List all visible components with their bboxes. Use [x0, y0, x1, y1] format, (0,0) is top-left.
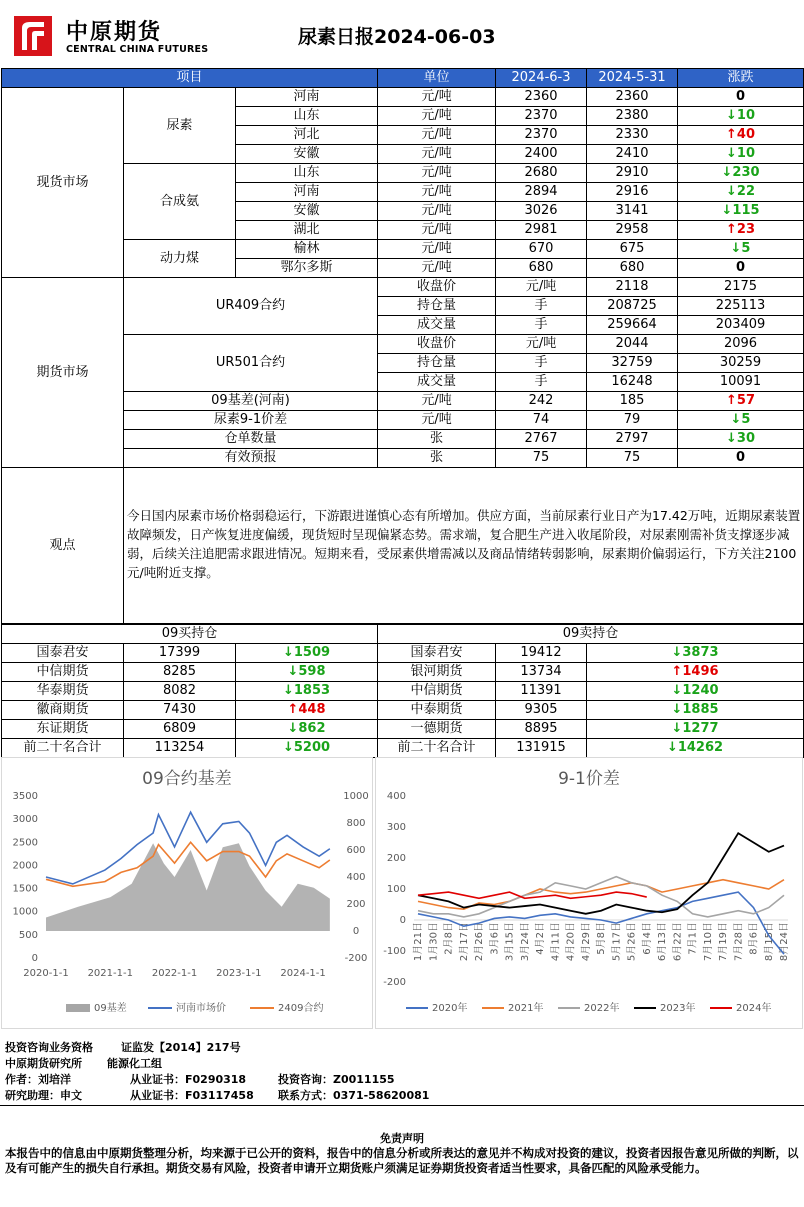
row-unit: 元/吨 [378, 259, 496, 278]
row-item: 成交量 [378, 373, 496, 392]
row-current-value: 2360 [496, 88, 587, 107]
row-unit: 元/吨 [496, 278, 587, 297]
sell-volume: 9305 [496, 701, 587, 720]
x-tick-label: 2022-1-1 [151, 968, 198, 979]
legend-2409-label: 2409合约 [278, 1003, 324, 1014]
x-tick-label: 2024-1-1 [280, 968, 326, 979]
row-unit: 元/吨 [378, 221, 496, 240]
report-header [0, 0, 804, 68]
legend-label: 2022年 [584, 1003, 620, 1014]
x-tick-label: 5月8日 [596, 922, 607, 955]
y-tick-label: -200 [383, 977, 406, 988]
row-item: 榆林 [236, 240, 378, 259]
y-right-tick-label: 600 [346, 845, 366, 856]
row-previous-value: 2410 [587, 145, 678, 164]
row-change: ↓5 [678, 411, 804, 430]
row-change: ↓10 [678, 145, 804, 164]
x-tick-label: 7月1日 [687, 922, 699, 955]
buy-change: ↓5200 [236, 739, 378, 758]
y-tick-label: 200 [386, 853, 406, 864]
row-item: 鄂尔多斯 [236, 259, 378, 278]
row-previous-value: 75 [587, 449, 678, 468]
table-header-row [2, 69, 804, 88]
buy-positions-title: 09买持仓 [2, 625, 378, 644]
x-tick-label: 2021-1-1 [87, 968, 133, 979]
sell-broker: 中泰期货 [378, 701, 496, 720]
row-current-value: 2981 [496, 221, 587, 240]
row-unit: 元/吨 [378, 126, 496, 145]
row-previous-value: 675 [587, 240, 678, 259]
row-change: ↓5 [678, 240, 804, 259]
row-previous-value: 2958 [587, 221, 678, 240]
row-previous-value: 2916 [587, 183, 678, 202]
row-current-value: 3026 [496, 202, 587, 221]
sell-broker: 一德期货 [378, 720, 496, 739]
x-tick-label: 7月28日 [733, 922, 745, 962]
row-item: 持仓量 [378, 297, 496, 316]
x-tick-label: 3月24日 [519, 922, 531, 962]
row-previous-value: 680 [587, 259, 678, 278]
report-footer [0, 1037, 804, 1127]
sell-broker: 银河期货 [378, 663, 496, 682]
row-current-value: 670 [496, 240, 587, 259]
row-unit: 张 [378, 449, 496, 468]
x-tick-label: 6月13日 [657, 922, 668, 962]
x-tick-label: 4月20日 [565, 922, 577, 962]
row-current-value: 2370 [496, 107, 587, 126]
legend-henan-label: 河南市场价 [176, 1003, 226, 1014]
contact-phone: 联系方式：0371-58620081 [278, 1089, 430, 1102]
row-current-value: 259664 [587, 316, 678, 335]
row-current-value: 2044 [587, 335, 678, 354]
futures-market-label: 期货市场 [2, 278, 124, 468]
buy-change: ↓862 [236, 720, 378, 739]
row-previous-value: 2330 [587, 126, 678, 145]
position-row [2, 644, 804, 663]
view-text: 今日国内尿素市场价格弱稳运行，下游跟进谨慎心态有所增加。供应方面，当前尿素行业日产为17.42万吨，近期尿素装置故障频发，日产恢复进度偏缓，现货短时呈现偏紧态势。需求端，复合肥生产进入收尾阶段，对尿素刚需补货支撑逐步减弱，后续关注追肥需求跟进情况。短期来看，受尿素供增需减以及商品情绪转弱影响，尿素期价偏弱运行，下方关注2100元/吨附近支撑。 [124, 468, 804, 624]
y-right-tick-label: -200 [344, 953, 368, 964]
sell-positions-title: 09卖持仓 [378, 625, 804, 644]
series-2023-line [418, 833, 784, 914]
buy-broker: 华泰期货 [2, 682, 124, 701]
sell-change: ↓1885 [587, 701, 804, 720]
x-tick-label: 2月26日 [474, 922, 485, 962]
y-tick-label: 100 [386, 884, 406, 895]
row-unit: 元/吨 [496, 335, 587, 354]
buy-broker: 前二十名合计 [2, 739, 124, 758]
row-change: ↓10 [678, 107, 804, 126]
row-unit: 手 [496, 297, 587, 316]
x-tick-label: 2月17日 [458, 922, 470, 962]
legend-label: 2021年 [508, 1003, 544, 1014]
disclaimer-text: 本报告中的信息由中原期货整理分析，均来源于已公开的资料，报告中的信息分析或所表达的意见并不构成对投资的建议，投资者因报告意见所做的判断，以及有可能产生的损失自行承担。期货交易有风险，投资者申请开立期货账户须满足证券期货投资者适当性要求，具备匹配的风险承受能力。 [5, 1146, 799, 1175]
position-row [2, 682, 804, 701]
row-previous-value: 79 [587, 411, 678, 430]
footer-divider [0, 1105, 804, 1106]
disclaimer-title: 免责声明 [380, 1132, 424, 1145]
buy-volume: 7430 [124, 701, 236, 720]
row-previous-value: 203409 [678, 316, 804, 335]
product-label: 动力煤 [124, 240, 236, 278]
positions-table [1, 624, 804, 758]
x-tick-label: 1月21日 [413, 922, 424, 962]
x-tick-label: 3月6日 [489, 922, 501, 955]
buy-volume: 113254 [124, 739, 236, 758]
row-current-value: 2370 [496, 126, 587, 145]
x-tick-label: 1月30日 [428, 922, 440, 962]
row-item: 河南 [236, 88, 378, 107]
sell-volume: 11391 [496, 682, 587, 701]
page-title: 尿素日报2024-06-03 [298, 26, 496, 48]
row-item: 安徽 [236, 145, 378, 164]
logo-english-name: CENTRAL CHINA FUTURES [66, 44, 209, 55]
x-tick-label: 5月17日 [611, 922, 623, 962]
buy-volume: 8285 [124, 663, 236, 682]
row-unit: 元/吨 [378, 164, 496, 183]
row-unit: 元/吨 [378, 88, 496, 107]
buy-change: ↓1853 [236, 682, 378, 701]
contract-ur409-label: UR409合约 [124, 278, 378, 335]
row-unit: 元/吨 [378, 145, 496, 164]
legend-label: 2024年 [736, 1003, 772, 1014]
legend-label: 2023年 [660, 1003, 696, 1014]
sell-change: ↑1496 [587, 663, 804, 682]
row-previous-value: 3141 [587, 202, 678, 221]
x-tick-label: 3月15日 [504, 922, 516, 962]
header-date-current: 2024-6-3 [496, 69, 587, 88]
sell-broker: 国泰君安 [378, 644, 496, 663]
x-tick-label: 2月8日 [443, 922, 455, 955]
header-item: 项目 [2, 69, 378, 88]
row-previous-value: 225113 [678, 297, 804, 316]
sell-change: ↓3873 [587, 644, 804, 663]
buy-broker: 东证期货 [2, 720, 124, 739]
row-current-value: 242 [496, 392, 587, 411]
y-tick-label: 400 [386, 791, 406, 802]
author-advisory-license: 投资咨询：Z0011155 [278, 1073, 395, 1086]
row-current-value: 74 [496, 411, 587, 430]
row-unit: 元/吨 [378, 202, 496, 221]
row-item: 收盘价 [378, 335, 496, 354]
row-previous-value: 2096 [678, 335, 804, 354]
row-unit: 元/吨 [378, 392, 496, 411]
buy-volume: 8082 [124, 682, 236, 701]
position-row [2, 663, 804, 682]
row-previous-value: 30259 [678, 354, 804, 373]
sell-change: ↓1240 [587, 682, 804, 701]
y-left-tick-label: 500 [18, 929, 38, 941]
y-tick-label: 300 [386, 822, 406, 833]
author-certificate: 从业证书：F0290318 [130, 1073, 247, 1086]
buy-broker: 国泰君安 [2, 644, 124, 663]
product-label: 合成氨 [124, 164, 236, 240]
basis-chart [2, 758, 372, 1028]
x-tick-label: 8月15日 [763, 922, 775, 962]
table-row [2, 88, 804, 107]
y-tick-label: -100 [383, 946, 406, 957]
y-left-tick-label: 3500 [12, 791, 38, 802]
legend-basis-swatch [66, 1004, 90, 1012]
x-tick-label: 7月19日 [718, 922, 729, 962]
row-unit: 元/吨 [378, 107, 496, 126]
sell-broker: 中信期货 [378, 682, 496, 701]
row-unit: 手 [496, 354, 587, 373]
position-row [2, 720, 804, 739]
x-tick-label: 6月4日 [641, 922, 653, 955]
spread-chart-title: 9-1价差 [558, 769, 620, 789]
buy-change: ↑448 [236, 701, 378, 720]
header-change: 涨跌 [678, 69, 804, 88]
view-label: 观点 [2, 468, 124, 624]
row-previous-value: 2175 [678, 278, 804, 297]
sell-volume: 13734 [496, 663, 587, 682]
row-current-value: 2767 [496, 430, 587, 449]
row-previous-value: 2380 [587, 107, 678, 126]
x-tick-label: 2023-1-1 [216, 968, 262, 979]
row-change: ↓230 [678, 164, 804, 183]
row-change: ↓115 [678, 202, 804, 221]
y-right-tick-label: 800 [346, 818, 366, 829]
buy-broker: 中信期货 [2, 663, 124, 682]
basis-area-series [46, 843, 330, 931]
assistant-certificate: 从业证书：F03117458 [130, 1089, 254, 1102]
row-current-value: 680 [496, 259, 587, 278]
institute-name: 中原期货研究所 [5, 1057, 82, 1070]
y-right-tick-label: 200 [346, 899, 366, 910]
row-change: 0 [678, 88, 804, 107]
row-change: 0 [678, 259, 804, 278]
row-unit: 手 [496, 316, 587, 335]
x-tick-label: 8月6日 [748, 922, 760, 955]
row-item: 河北 [236, 126, 378, 145]
row-current-value: 16248 [587, 373, 678, 392]
author: 作者：刘培洋 [5, 1073, 71, 1086]
row-current-value: 2894 [496, 183, 587, 202]
license-number: 证监发【2014】217号 [121, 1041, 241, 1054]
x-tick-label: 5月26日 [626, 922, 638, 962]
basis-chart-panel [1, 757, 373, 1029]
qualification-label: 投资咨询业务资格 [5, 1041, 93, 1054]
row-item: 安徽 [236, 202, 378, 221]
y-right-tick-label: 1000 [343, 791, 369, 802]
row-previous-value: 10091 [678, 373, 804, 392]
row-unit: 张 [378, 430, 496, 449]
positions-title-row [2, 625, 804, 644]
position-row [2, 739, 804, 758]
y-right-tick-label: 400 [346, 872, 366, 883]
row-change: ↓30 [678, 430, 804, 449]
buy-broker: 徽商期货 [2, 701, 124, 720]
assistant: 研究助理：申文 [5, 1089, 82, 1102]
y-tick-label: 0 [399, 915, 406, 926]
row-item: 山东 [236, 164, 378, 183]
row-current-value: 2400 [496, 145, 587, 164]
sell-volume: 131915 [496, 739, 587, 758]
y-right-tick-label: 0 [352, 926, 360, 937]
row-current-value: 32759 [587, 354, 678, 373]
row-unit: 元/吨 [378, 183, 496, 202]
row-item: 山东 [236, 107, 378, 126]
row-change: 0 [678, 449, 804, 468]
row-item: 尿素9-1价差 [124, 411, 378, 430]
x-tick-label: 4月11日 [550, 922, 562, 962]
y-left-tick-label: 3000 [12, 814, 38, 826]
row-item: 仓单数量 [124, 430, 378, 449]
sell-volume: 8895 [496, 720, 587, 739]
sell-change: ↓1277 [587, 720, 804, 739]
product-label: 尿素 [124, 88, 236, 164]
buy-change: ↓598 [236, 663, 378, 682]
legend-basis-label: 09基差 [94, 1003, 127, 1014]
row-change: ↓22 [678, 183, 804, 202]
sell-volume: 19412 [496, 644, 587, 663]
row-current-value: 75 [496, 449, 587, 468]
basis-chart-title: 09合约基差 [142, 769, 232, 789]
x-tick-label: 6月22日 [672, 922, 684, 962]
spread-chart-panel [375, 757, 803, 1029]
row-item: 收盘价 [378, 278, 496, 297]
row-item: 有效预报 [124, 449, 378, 468]
row-item: 河南 [236, 183, 378, 202]
row-unit: 手 [496, 373, 587, 392]
view-row [2, 468, 804, 624]
y-left-tick-label: 2500 [12, 837, 38, 849]
x-tick-label: 4月29日 [580, 922, 592, 962]
x-tick-label: 2020-1-1 [23, 968, 69, 979]
row-current-value: 208725 [587, 297, 678, 316]
row-previous-value: 2910 [587, 164, 678, 183]
team-name: 能源化工组 [107, 1057, 162, 1070]
row-item: 持仓量 [378, 354, 496, 373]
logo-chinese-name: 中原期货 [66, 20, 163, 45]
company-logo-icon [14, 16, 52, 56]
row-change: ↑40 [678, 126, 804, 145]
legend-label: 2020年 [432, 1003, 468, 1014]
spot-market-label: 现货市场 [2, 88, 124, 278]
x-tick-label: 8月24日 [779, 922, 790, 962]
y-left-tick-label: 1000 [12, 906, 38, 918]
buy-change: ↓1509 [236, 644, 378, 663]
row-current-value: 2118 [587, 278, 678, 297]
position-row [2, 701, 804, 720]
buy-volume: 6809 [124, 720, 236, 739]
header-unit: 单位 [378, 69, 496, 88]
table-row [2, 278, 804, 297]
x-tick-label: 4月2日 [535, 922, 546, 955]
y-left-tick-label: 1500 [12, 883, 38, 895]
row-item: 湖北 [236, 221, 378, 240]
row-change: ↑57 [678, 392, 804, 411]
buy-volume: 17399 [124, 644, 236, 663]
row-unit: 元/吨 [378, 240, 496, 259]
y-left-tick-label: 0 [31, 953, 38, 964]
x-tick-label: 7月10日 [702, 922, 714, 962]
row-current-value: 2680 [496, 164, 587, 183]
market-data-table [1, 68, 804, 624]
row-previous-value: 185 [587, 392, 678, 411]
row-previous-value: 2797 [587, 430, 678, 449]
row-unit: 元/吨 [378, 411, 496, 430]
row-previous-value: 2360 [587, 88, 678, 107]
row-item: 09基差(河南) [124, 392, 378, 411]
header-date-previous: 2024-5-31 [587, 69, 678, 88]
row-change: ↑23 [678, 221, 804, 240]
sell-broker: 前二十名合计 [378, 739, 496, 758]
y-left-tick-label: 2000 [12, 860, 38, 872]
spread-chart [376, 758, 802, 1028]
charts-area [1, 757, 803, 1029]
row-item: 成交量 [378, 316, 496, 335]
contract-ur501-label: UR501合约 [124, 335, 378, 392]
sell-change: ↓14262 [587, 739, 804, 758]
